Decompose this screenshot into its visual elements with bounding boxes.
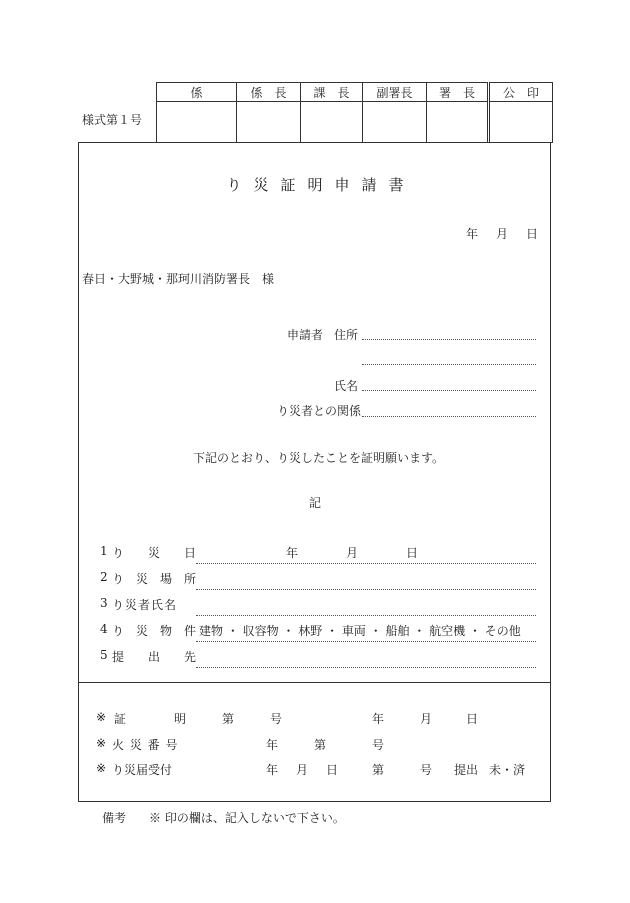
item-field-place[interactable] xyxy=(196,589,536,590)
request-text: 下記のとおり、り災したことを証明願います。 xyxy=(193,451,445,465)
approval-header-seal: 公 印 xyxy=(489,83,553,102)
office-month: 月 xyxy=(420,712,433,726)
office-go: 号 xyxy=(372,738,385,752)
office-year: 年 xyxy=(266,738,279,752)
office-use-divider xyxy=(78,682,551,683)
page-title: り災証明申請書 xyxy=(226,176,416,194)
stamp-box-deputy[interactable] xyxy=(363,102,427,143)
item-field-victim-name[interactable] xyxy=(196,615,536,616)
remarks-text: ※ 印の欄は、記入しないで下さい。 xyxy=(149,811,345,825)
item-value-date: 年 月 日 xyxy=(286,546,419,560)
stamp-box-director[interactable] xyxy=(427,102,489,143)
address-field-line1[interactable] xyxy=(362,339,536,340)
applicant-label: 申請者 xyxy=(287,328,324,342)
form-number: 様式第１号 xyxy=(82,113,143,127)
name-field[interactable] xyxy=(362,390,536,391)
office-dai: 第 xyxy=(222,712,235,726)
form-frame xyxy=(78,142,551,802)
address-field-line2[interactable] xyxy=(362,364,536,365)
item-label-place: り 災 場 所 xyxy=(112,572,197,586)
approval-header-staff: 係 xyxy=(157,83,237,102)
office-year: 年 xyxy=(372,712,385,726)
office-label-certification: 証 明 xyxy=(114,712,187,726)
office-go: 号 xyxy=(420,763,433,777)
date-month: 月 xyxy=(496,227,509,241)
item-number: 2 xyxy=(100,570,108,584)
ki-heading: 記 xyxy=(309,496,322,510)
item-number: 1 xyxy=(100,544,108,558)
item-number: 4 xyxy=(100,622,108,636)
office-label-fire-number: 火 災 番 号 xyxy=(112,738,179,752)
office-mark: ※ xyxy=(96,736,107,750)
date-day: 日 xyxy=(526,227,539,241)
item-label-property: り 災 物 件 xyxy=(112,624,197,638)
office-label-report-receipt: り災届受付 xyxy=(112,763,173,777)
approval-header-director: 署 長 xyxy=(427,83,489,102)
item-number: 5 xyxy=(100,648,108,662)
item-value-property-options: 建物 ・ 収容物 ・ 林野 ・ 車両 ・ 船舶 ・ 航空機 ・ その他 xyxy=(199,624,521,638)
item-field-destination[interactable] xyxy=(196,667,536,668)
item-label-victim-name: り災者氏名 xyxy=(112,598,178,612)
office-go: 号 xyxy=(270,712,283,726)
approval-header-deputy: 副署長 xyxy=(363,83,427,102)
office-mark: ※ xyxy=(96,710,107,724)
stamp-box-chief[interactable] xyxy=(237,102,301,143)
item-number: 3 xyxy=(100,596,108,610)
office-mark: ※ xyxy=(96,761,107,775)
item-field-date[interactable] xyxy=(196,563,536,564)
office-dai: 第 xyxy=(372,763,385,777)
addressee: 春日・大野城・那珂川消防署長 様 xyxy=(82,272,275,286)
office-submitted-label: 提出 xyxy=(454,763,479,777)
office-status: 未・済 xyxy=(489,763,526,777)
stamp-box-section-head[interactable] xyxy=(301,102,363,143)
date-year: 年 xyxy=(466,227,479,241)
item-label-date: り 災 日 xyxy=(112,546,197,560)
item-field-property[interactable] xyxy=(196,641,536,642)
approval-header-section-head: 課 長 xyxy=(301,83,363,102)
approval-table xyxy=(156,82,553,143)
relation-field[interactable] xyxy=(362,416,536,417)
stamp-box-seal[interactable] xyxy=(489,102,553,143)
relation-label: り災者との関係 xyxy=(277,404,362,418)
stamp-box-staff[interactable] xyxy=(157,102,237,143)
office-day: 日 xyxy=(466,712,479,726)
approval-header-chief: 係 長 xyxy=(237,83,301,102)
item-label-destination: 提 出 先 xyxy=(112,650,197,664)
office-day: 日 xyxy=(326,763,339,777)
remarks-label: 備考 xyxy=(102,811,127,825)
office-year: 年 xyxy=(266,763,279,777)
office-dai: 第 xyxy=(314,738,327,752)
address-label: 住所 xyxy=(334,328,359,342)
name-label: 氏名 xyxy=(334,379,359,393)
office-month: 月 xyxy=(296,763,309,777)
